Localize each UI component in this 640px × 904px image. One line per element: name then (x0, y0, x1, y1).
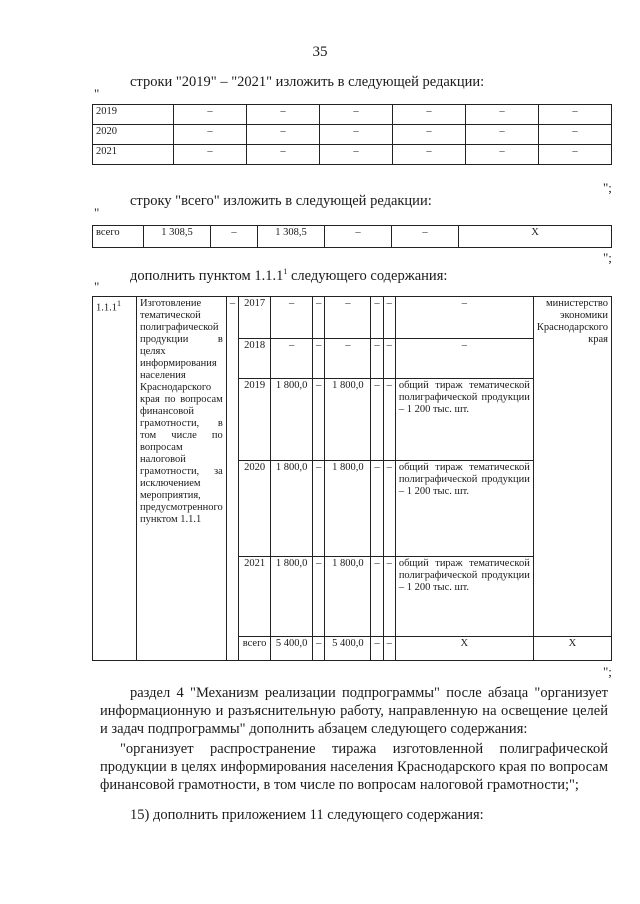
section1-close: "; (603, 180, 612, 195)
total-cell: 1 308,5 (258, 226, 325, 248)
value-cell: – (539, 145, 612, 165)
section3-intro (130, 263, 447, 285)
row-cell: – (383, 637, 395, 661)
row-result: общий тираж тематической полиграфической продукции – 1 200 тыс. шт. (395, 379, 533, 461)
item-dash: – (226, 297, 238, 661)
intro-text-post: следующего содержания: (287, 267, 448, 284)
year-row (93, 145, 612, 165)
section3-close: "; (603, 664, 612, 679)
paragraph-section4: раздел 4 "Механизм реализации подпрограммы" после абзаца "организует информационную и разъяснительную работу, направленную на освещение целей и задач подпрограммы" дополнить абзацем следующего содержания: (100, 685, 608, 737)
row-cell: – (383, 557, 395, 637)
value-cell: – (174, 145, 247, 165)
row-year: 2018 (239, 339, 271, 379)
row-cell: 1 800,0 (325, 461, 371, 557)
row-cell: – (313, 297, 325, 339)
value-cell: – (539, 125, 612, 145)
total-cell: – (392, 226, 459, 248)
value-cell: – (247, 125, 320, 145)
year-row (93, 105, 612, 125)
section1-open-quote: " (94, 86, 100, 101)
value-cell: – (174, 125, 247, 145)
year-cell: 2020 (93, 125, 174, 145)
years-table (92, 104, 612, 165)
value-cell: – (393, 125, 466, 145)
row-cell: – (313, 557, 325, 637)
value-cell: – (320, 105, 393, 125)
item-number: 1.1.1$^1$ (93, 297, 137, 661)
total-cell: – (325, 226, 392, 248)
section2-close: "; (603, 250, 612, 265)
total-value: 1 308,5 (144, 226, 211, 248)
value-cell: – (466, 145, 539, 165)
section3-open-quote: " (94, 279, 100, 294)
value-cell: – (393, 105, 466, 125)
row-cell: – (325, 339, 371, 379)
row-result: общий тираж тематической полиграфической продукции – 1 200 тыс. шт. (395, 557, 533, 637)
value-cell: – (539, 105, 612, 125)
total-table (92, 225, 612, 248)
row-year: 2021 (239, 557, 271, 637)
row-total: 5 400,0 (271, 637, 313, 661)
value-cell: – (466, 125, 539, 145)
row-total: – (271, 339, 313, 379)
row-cell: – (383, 379, 395, 461)
year-cell: 2019 (93, 105, 174, 125)
row-cell: – (313, 379, 325, 461)
total-cell: – (211, 226, 258, 248)
row-total: 1 800,0 (271, 379, 313, 461)
row-year: 2020 (239, 461, 271, 557)
row-year: всего (239, 637, 271, 661)
row-cell: 1 800,0 (325, 379, 371, 461)
row-cell: – (313, 339, 325, 379)
row-cell: – (313, 637, 325, 661)
row-total: 1 800,0 (271, 461, 313, 557)
intro-text: дополнить пунктом 1.1.1 (130, 267, 284, 284)
row-cell: – (371, 461, 383, 557)
executor-total: Х (533, 637, 611, 661)
paragraph-appendix: 15) дополнить приложением 11 следующего содержания: (130, 807, 484, 823)
total-label: всего (93, 226, 144, 248)
executor: министерство экономики Краснодарского края (533, 297, 611, 637)
item-name: Изготовление тематической полиграфической продукции в целях информирования населения Краснодарского края по вопросам финансовой грамотности, в том числе по вопросам налоговой грамотности, за исключением мероприятия, предусмотренного пунктом 1.1.1 (137, 297, 227, 661)
row-cell: 1 800,0 (325, 557, 371, 637)
row-cell: – (325, 297, 371, 339)
row-result: общий тираж тематической полиграфической продукции – 1 200 тыс. шт. (395, 461, 533, 557)
row-year: 2019 (239, 379, 271, 461)
item-table (92, 296, 612, 661)
row-cell: – (371, 557, 383, 637)
row-cell: – (371, 379, 383, 461)
row-result: Х (395, 637, 533, 661)
row-result: – (395, 297, 533, 339)
year-row (93, 125, 612, 145)
row-total: 1 800,0 (271, 557, 313, 637)
section2-intro: строку "всего" изложить в следующей редакции: (130, 193, 432, 209)
row-cell: – (313, 461, 325, 557)
value-cell: – (247, 145, 320, 165)
row-year: 2017 (239, 297, 271, 339)
section2-open-quote: " (94, 205, 100, 220)
row-cell: – (371, 339, 383, 379)
row-total: – (271, 297, 313, 339)
page-number: 35 (312, 44, 328, 60)
row-result: – (395, 339, 533, 379)
intro-sup: 1 (283, 267, 288, 276)
row-cell: – (371, 637, 383, 661)
year-cell: 2021 (93, 145, 174, 165)
row-cell: – (371, 297, 383, 339)
value-cell: – (320, 145, 393, 165)
value-cell: – (466, 105, 539, 125)
value-cell: – (174, 105, 247, 125)
row-cell: – (383, 461, 395, 557)
total-x: Х (459, 226, 612, 248)
value-cell: – (247, 105, 320, 125)
paragraph-quote: "организует распространение тиража изготовленной полиграфической продукции в целях информирования населения Краснодарского края по вопросам финансовой грамотности, в том числе по вопросам налоговой грамотности;"; (100, 741, 608, 793)
row-cell: – (383, 339, 395, 379)
value-cell: – (393, 145, 466, 165)
value-cell: – (320, 125, 393, 145)
section1-intro: строки "2019" – "2021" изложить в следующей редакции: (130, 74, 485, 90)
row-cell: 5 400,0 (325, 637, 371, 661)
row-cell: – (383, 297, 395, 339)
